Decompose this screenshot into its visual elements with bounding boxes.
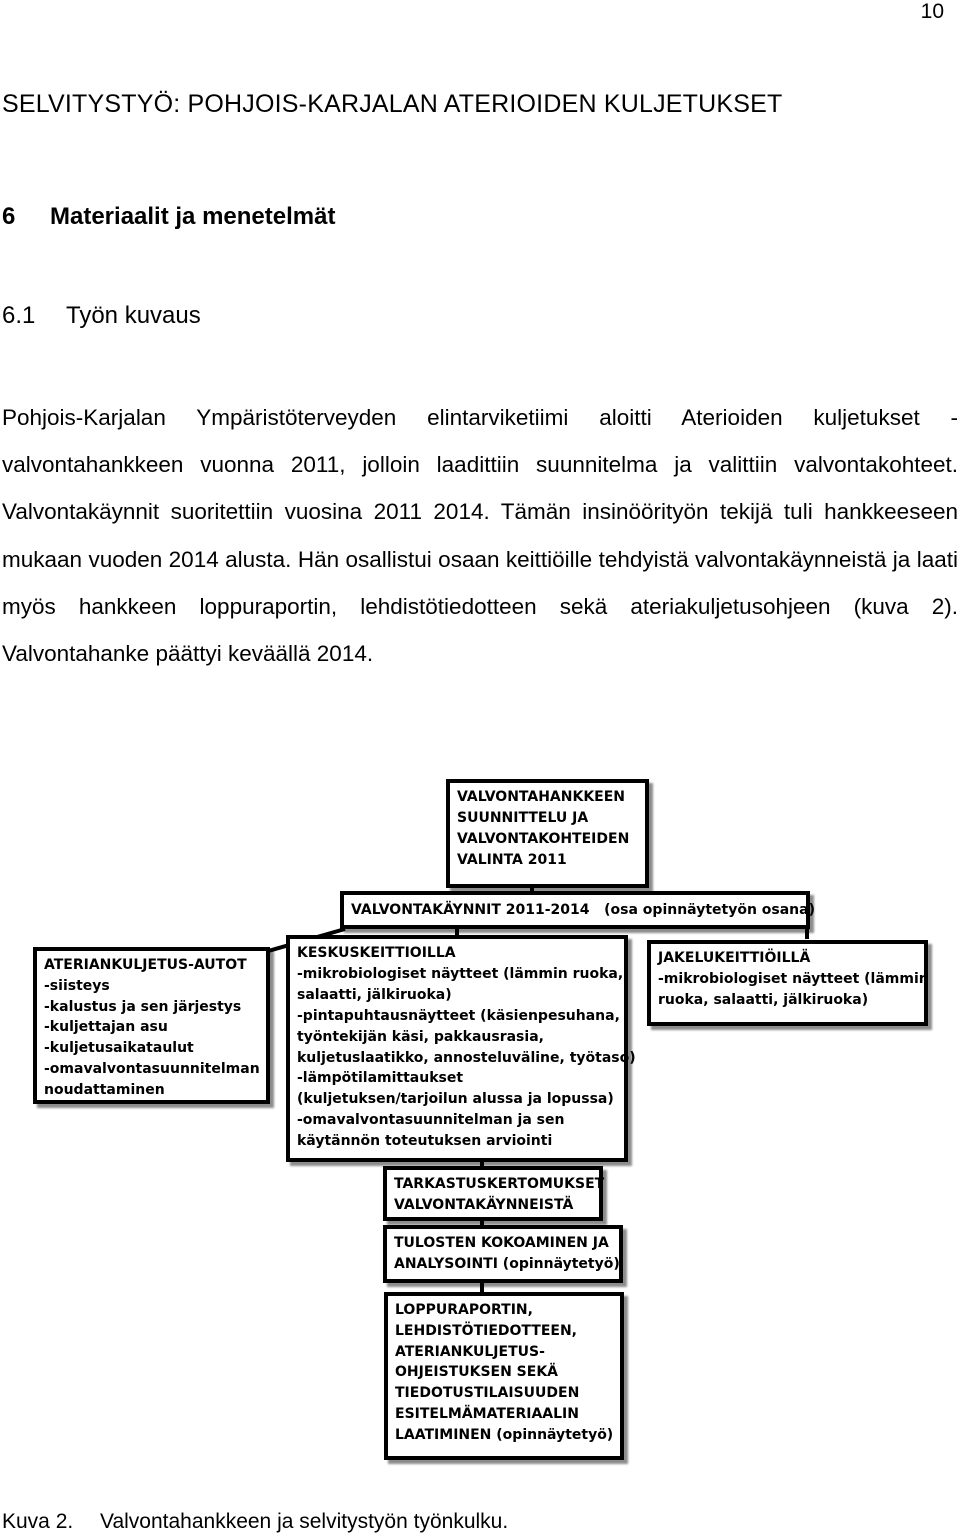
analysis-line: TULOSTEN KOKOAMINEN JA: [394, 1235, 609, 1251]
section-number: 6: [2, 203, 16, 230]
final-line: ESITELMÄMATERIAALIN: [395, 1405, 579, 1422]
planning-line: VALVONTAHANKKEEN: [457, 789, 626, 805]
body-paragraph: Pohjois-Karjalan Ympäristöterveyden elintarviketiimi aloitti Aterioiden kuljetukset -valvontahankkeen vuonna 2011, jolloin laadittiin suunnitelma ja valittiin valvontakohteet. Valvontakäynnit suoritettiin vuosina 2011 2014. Tämän insinöörityön tekijä tuli hankkeeseen mukaan vuoden 2014 alusta. Hän osallistui osaan keittiöille tehdyistä valvontakäynneistä ja laati myös hankkeen loppuraportin, lehdistötiedotteen sekä ateriakuljetusohjeen (kuva 2). Valvontahanke päättyi keväällä 2014.: [2, 405, 958, 667]
planning-line: SUUNNITTELU JA: [457, 810, 589, 826]
central-kitchens-line: työntekijän käsi, pakkausrasia,: [297, 1028, 544, 1045]
final-line: LEHDISTÖTIEDOTTEEN,: [395, 1322, 577, 1339]
vehicles-line: -omavalvontasuunnitelman: [44, 1060, 260, 1077]
subsection-heading: [2, 302, 201, 330]
figure-caption: [2, 1510, 508, 1534]
distribution-kitchens-line: JAKELUKEITTIÖILLÄ: [658, 950, 811, 966]
central-kitchens-box: [286, 935, 636, 1162]
central-kitchens-line: käytännön toteutuksen arviointi: [297, 1133, 553, 1150]
final-line: TIEDOTUSTILAISUUDEN: [395, 1385, 580, 1402]
distribution-kitchens-box: [647, 940, 928, 1026]
vehicles-line: -kuljettajan asu: [44, 1019, 168, 1036]
vehicles-line: ATERIANKULJETUS-AUTOT: [44, 957, 247, 973]
section-title: Materiaalit ja menetelmät: [50, 203, 336, 230]
central-kitchens-line: -lämpötilamittaukset: [297, 1070, 464, 1087]
document-title: SELVITYSTYÖ: POHJOIS-KARJALAN ATERIOIDEN KULJETUKSET: [2, 90, 783, 118]
final-line: ATERIANKULJETUS-: [395, 1343, 545, 1360]
central-kitchens-line: (kuljetuksen/tarjoilun alussa ja lopussa): [297, 1091, 614, 1108]
analysis-box: [383, 1225, 623, 1283]
planning-box: [446, 779, 649, 888]
central-kitchens-line: -pintapuhtausnäytteet (käsienpesuhana,: [297, 1007, 620, 1024]
final-line: LOPPURAPORTIN,: [395, 1302, 533, 1318]
distribution-kitchens-line: ruoka, salaatti, jälkiruoka): [658, 992, 869, 1008]
visits-line: VALVONTAKÄYNNIT 2011-2014 (osa opinnäytetyön osana): [351, 902, 815, 918]
vehicles-line: -siisteys: [44, 977, 110, 994]
subsection-title: Työn kuvaus: [66, 302, 201, 329]
distribution-kitchens-line: -mikrobiologiset näytteet (lämmin: [658, 971, 929, 987]
final-line: LAATIMINEN (opinnäytetyö): [395, 1426, 614, 1443]
caption-text: Valvontahankkeen ja selvitystyön työnkulku.: [100, 1510, 509, 1533]
reports-line: TARKASTUSKERTOMUKSET: [394, 1176, 605, 1192]
reports-line: VALVONTAKÄYNNEISTÄ: [394, 1197, 574, 1213]
vehicles-line: -kuljetusaikataulut: [44, 1040, 194, 1057]
final-line: OHJEISTUKSEN SEKÄ: [395, 1364, 559, 1381]
central-kitchens-line: salaatti, jälkiruoka): [297, 986, 452, 1003]
central-kitchens-line: -mikrobiologiset näytteet (lämmin ruoka,: [297, 965, 624, 982]
central-kitchens-line: kuljetuslaatikko, annosteluväline, työtaso): [297, 1049, 636, 1066]
caption-number: Kuva 2.: [2, 1510, 74, 1533]
subsection-number: 6.1: [2, 302, 36, 329]
vehicles-line: -kalustus ja sen järjestys: [44, 998, 242, 1015]
analysis-line: ANALYSOINTI (opinnäytetyö): [394, 1256, 620, 1272]
visits-box: [340, 891, 815, 929]
central-kitchens-line: -omavalvontasuunnitelman ja sen: [297, 1112, 565, 1129]
planning-line: VALVONTAKOHTEIDEN: [457, 831, 630, 847]
reports-box: [383, 1166, 603, 1221]
section-heading: [2, 203, 335, 231]
vehicles-box: [33, 947, 270, 1104]
vehicles-line: noudattaminen: [44, 1081, 165, 1098]
final-report-box: [384, 1292, 624, 1460]
central-kitchens-line: KESKUSKEITTIOILLA: [297, 945, 456, 961]
planning-line: VALINTA 2011: [457, 852, 567, 868]
page-number: 10: [920, 0, 944, 23]
